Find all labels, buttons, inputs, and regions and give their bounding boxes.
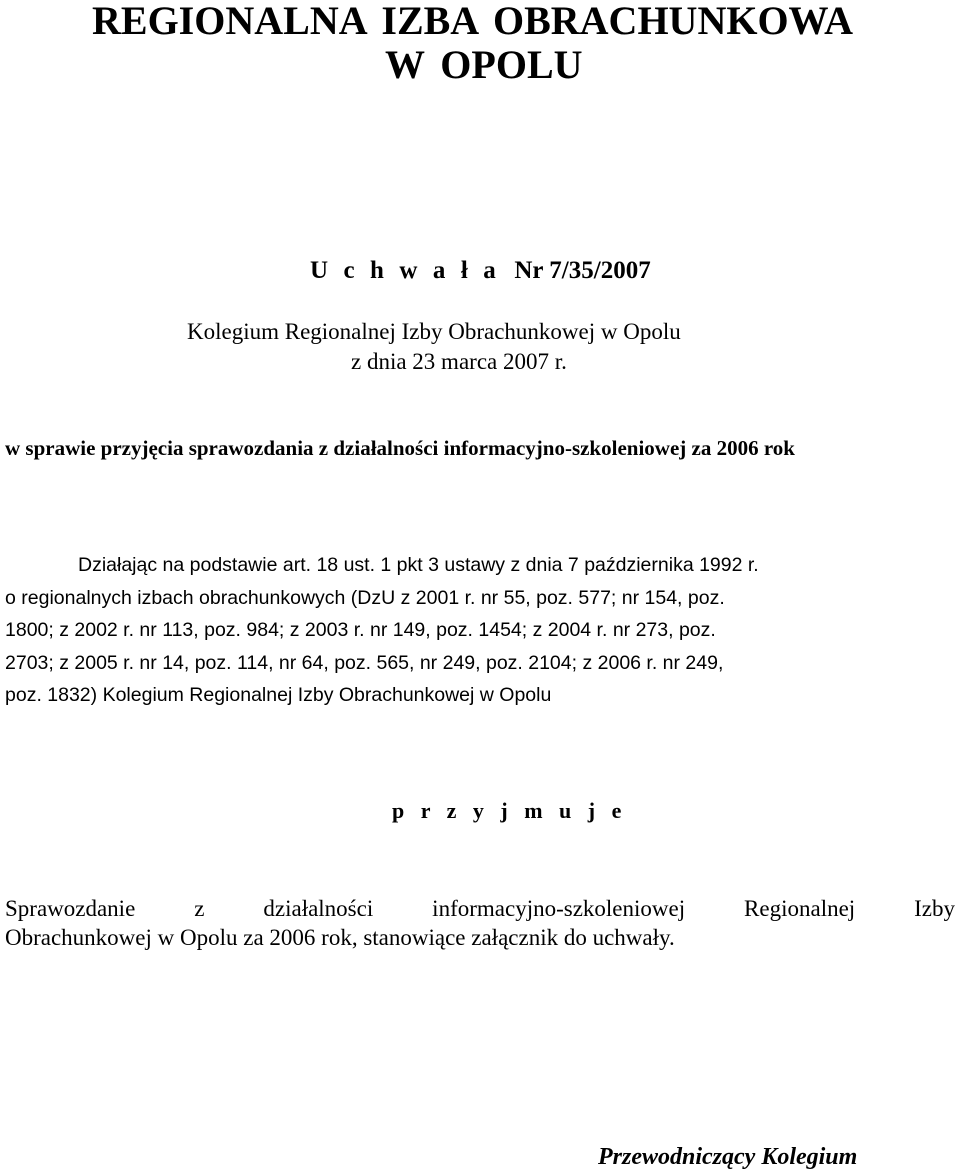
institution-title: REGIONALNA IZBA OBRACHUNKOWA [92, 0, 854, 43]
legal-basis-line: poz. 1832) Kolegium Regionalnej Izby Obrachunkowej w Opolu [5, 684, 552, 706]
resolution-issuer: Kolegium Regionalnej Izby Obrachunkowej w Opolu [187, 319, 681, 344]
resolution-word: U c h w a ł a [310, 257, 501, 284]
decision-content-line: Sprawozdanie z działalności informacyjno-szkoleniowej Regionalnej Izby [5, 896, 955, 921]
institution-city: W OPOLU [385, 42, 583, 87]
decision-content-line: Obrachunkowej w Opolu za 2006 rok, stanowiące załącznik do uchwały. [5, 925, 675, 950]
legal-basis-line: o regionalnych izbach obrachunkowych (DzU z 2001 r. nr 55, poz. 577; nr 154, poz. [5, 587, 725, 609]
decision-verb: p r z y j m u j e [392, 798, 627, 823]
resolution-number: Nr 7/35/2007 [514, 257, 651, 284]
resolution-subject: w sprawie przyjęcia sprawozdania z działalności informacyjno-szkoleniowej za 2006 rok [5, 436, 795, 460]
resolution-title [310, 258, 651, 283]
signature-label: Przewodniczący Kolegium [598, 1144, 858, 1170]
legal-basis-line: 2703; z 2005 r. nr 14, poz. 114, nr 64, poz. 565, nr 249, poz. 2104; z 2006 r. nr 249, [5, 652, 724, 674]
legal-basis-line: 1800; z 2002 r. nr 113, poz. 984; z 2003 r. nr 149, poz. 1454; z 2004 r. nr 273, poz. [5, 619, 716, 641]
resolution-date: z dnia 23 marca 2007 r. [351, 349, 567, 374]
legal-basis-line: Działając na podstawie art. 18 ust. 1 pkt 3 ustawy z dnia 7 października 1992 r. [78, 554, 759, 576]
